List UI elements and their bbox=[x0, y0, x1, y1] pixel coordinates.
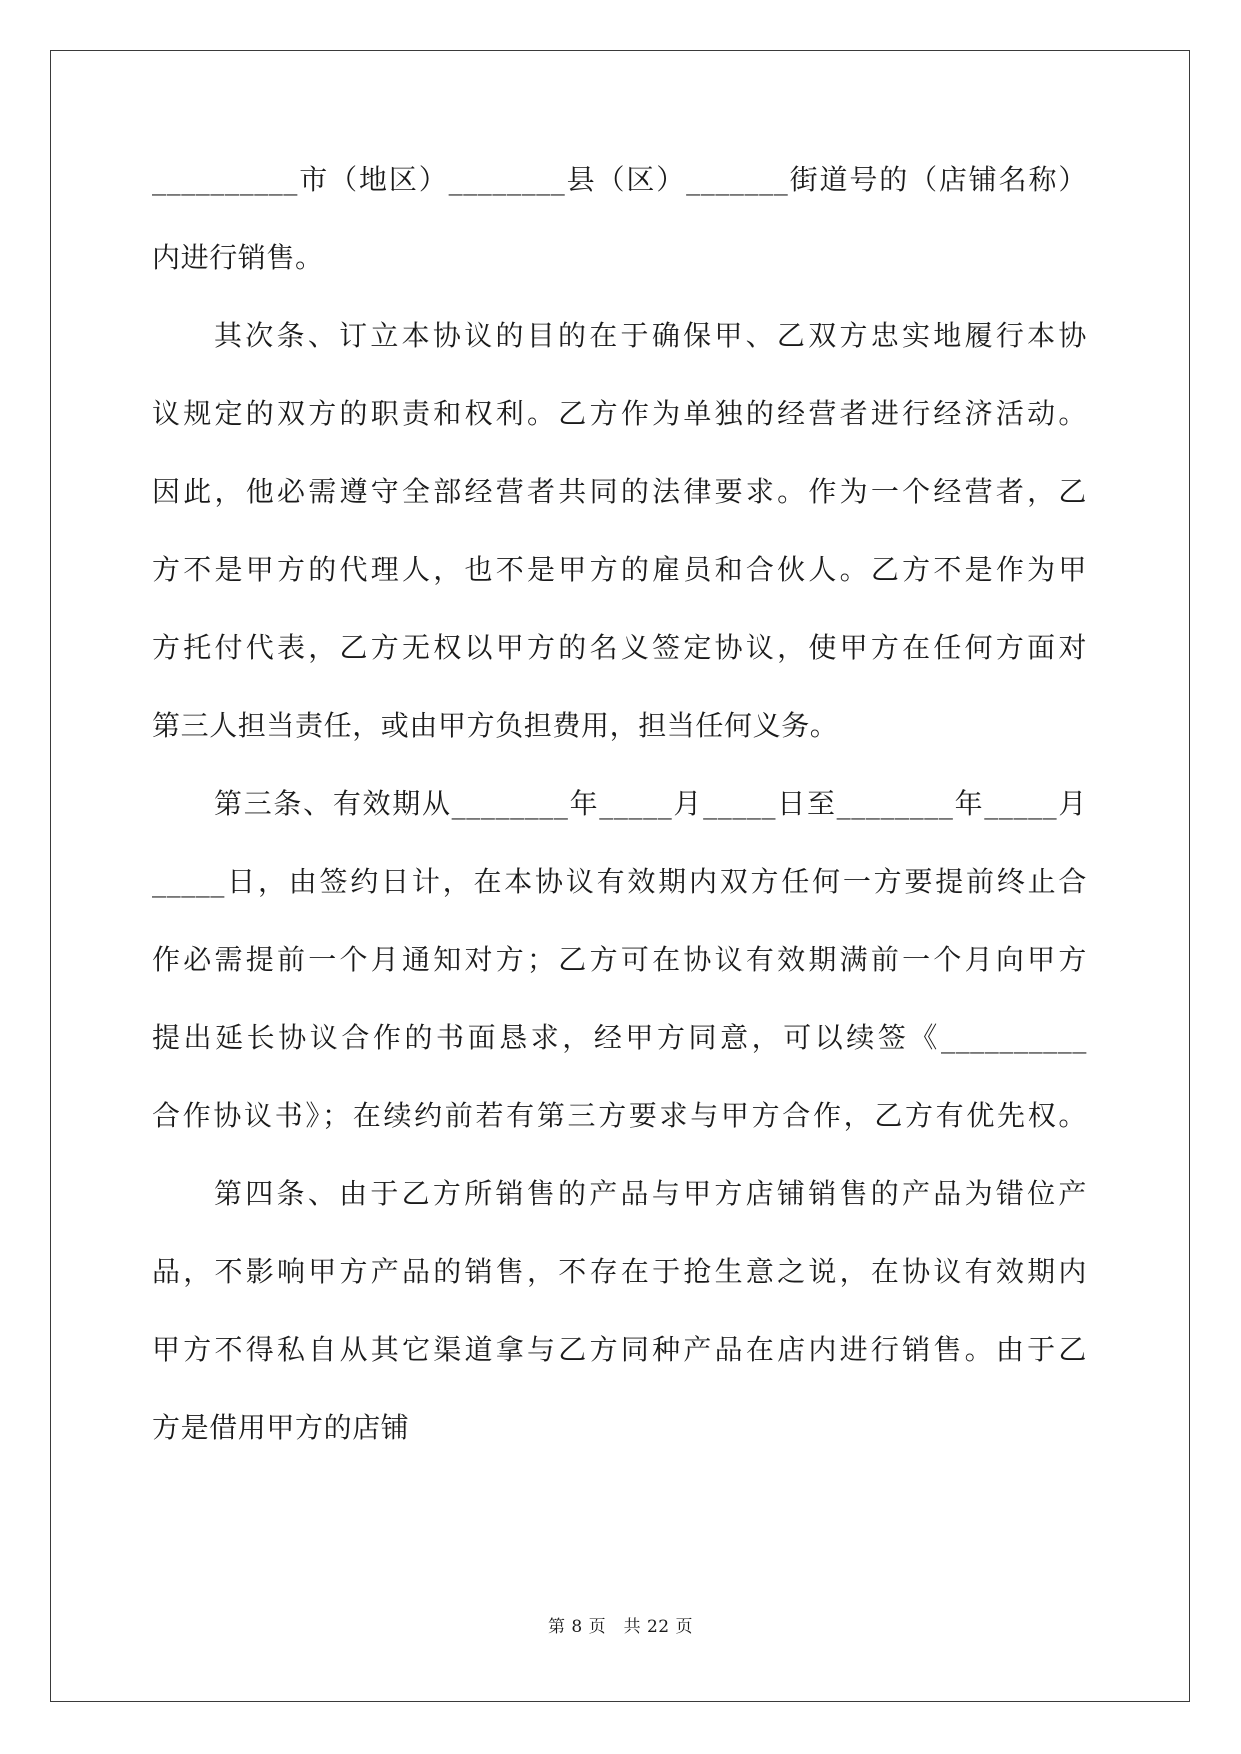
text-line: 品，不影响甲方产品的销售，不存在于抢生意之说，在协议有效期内 bbox=[152, 1255, 1087, 1288]
text-line: 方不是甲方的代理人，也不是甲方的雇员和合伙人。乙方不是作为甲 bbox=[152, 553, 1087, 586]
text-line: 甲方不得私自从其它渠道拿与乙方同种产品在店内进行销售。由于乙 bbox=[152, 1333, 1087, 1366]
text-line: 提出延长协议合作的书面恳求，经甲方同意，可以续签《__________ bbox=[152, 1021, 1087, 1054]
text-line: 合作协议书》；在续约前若有第三方要求与甲方合作，乙方有优先权。 bbox=[152, 1099, 1087, 1132]
text-line: 议规定的双方的职责和权利。乙方作为单独的经营者进行经济活动。 bbox=[152, 397, 1087, 430]
text-line: 内进行销售。 bbox=[152, 241, 324, 274]
paragraph-start-line: 其次条、订立本协议的目的在于确保甲、乙双方忠实地履行本协 bbox=[214, 319, 1087, 352]
text-line: __________市（地区）________县（区）_______街道号的（店铺名称） bbox=[152, 163, 1087, 196]
text-line: 因此，他必需遵守全部经营者共同的法律要求。作为一个经营者，乙 bbox=[152, 475, 1087, 508]
text-line: 第三人担当责任，或由甲方负担费用，担当任何义务。 bbox=[152, 709, 839, 742]
text-line: 方是借用甲方的店铺 bbox=[152, 1411, 410, 1444]
paragraph-start-line: 第三条、有效期从________年_____月_____日至________年_____月 bbox=[214, 787, 1087, 820]
paragraph-start-line: 第四条、由于乙方所销售的产品与甲方店铺销售的产品为错位产 bbox=[214, 1177, 1087, 1210]
text-line: 作必需提前一个月通知对方；乙方可在协议有效期满前一个月向甲方 bbox=[152, 943, 1087, 976]
text-line: _____日，由签约日计，在本协议有效期内双方任何一方要提前终止合 bbox=[152, 865, 1087, 898]
page-number: 第 8 页 共 22 页 bbox=[547, 1617, 694, 1637]
document-body bbox=[152, 160, 1087, 1486]
text-line: 方托付代表，乙方无权以甲方的名义签定协议，使甲方在任何方面对 bbox=[152, 631, 1087, 664]
